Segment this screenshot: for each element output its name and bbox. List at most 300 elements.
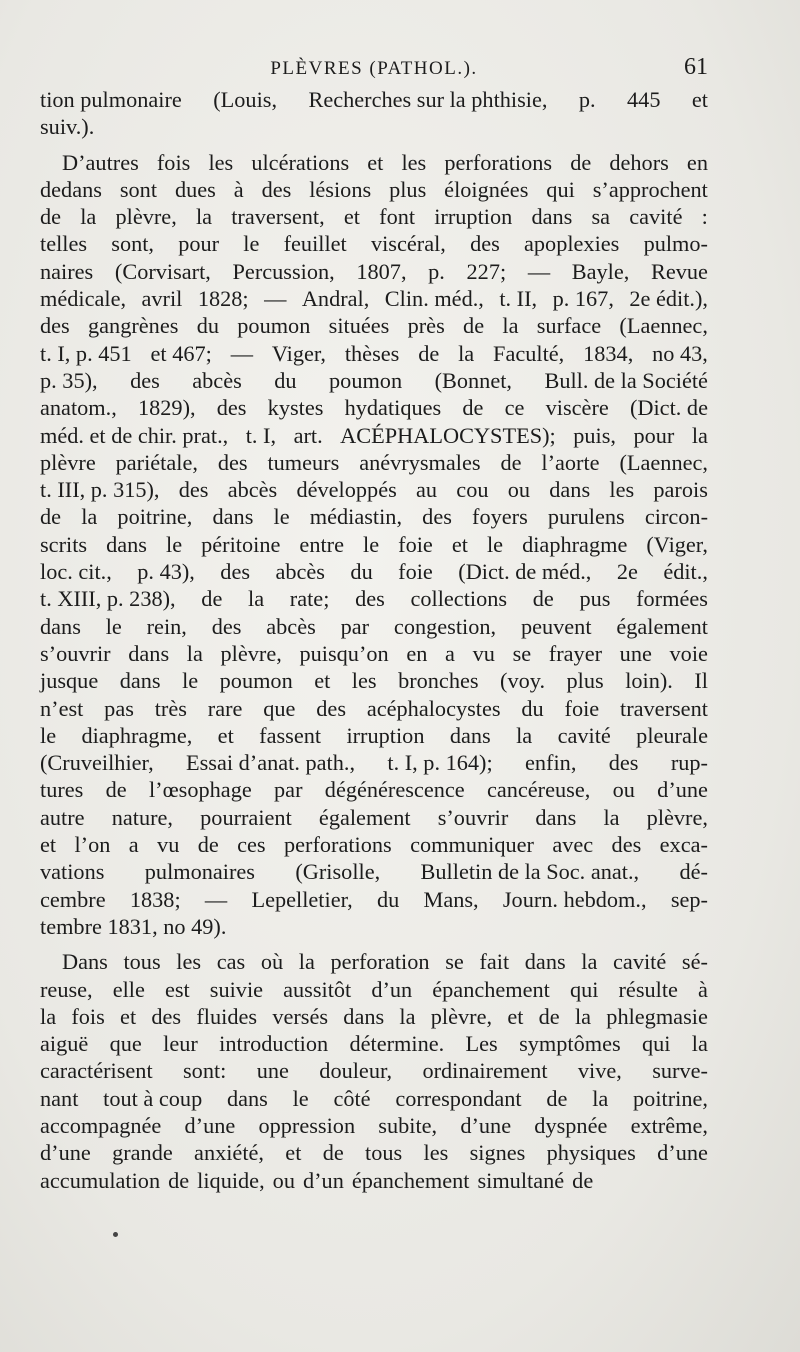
text-line xyxy=(40,394,708,421)
word: en xyxy=(686,149,708,175)
word: — xyxy=(264,286,287,312)
word: ou xyxy=(612,777,635,803)
text-line xyxy=(40,1085,708,1112)
word: (Louis, xyxy=(213,87,278,112)
word: dyspnée xyxy=(534,1112,608,1138)
word: kystes xyxy=(267,395,324,421)
word: est xyxy=(164,976,190,1002)
text-line xyxy=(40,667,708,694)
word: sé- xyxy=(681,949,708,975)
word: aussitôt xyxy=(283,976,352,1002)
word: dans xyxy=(226,1085,268,1111)
word: tion pulmonaire xyxy=(40,87,182,112)
word: tures xyxy=(40,777,84,803)
word: perforations xyxy=(444,149,553,175)
word: dues xyxy=(174,176,216,202)
word: abcès xyxy=(227,477,278,503)
word: t. I, p. 164); xyxy=(387,750,493,776)
word: dehors xyxy=(609,149,669,175)
word: dans xyxy=(524,949,566,975)
word: près xyxy=(407,313,445,339)
word: de xyxy=(418,340,440,366)
text-line xyxy=(40,86,708,113)
word: de xyxy=(322,1140,344,1166)
word: Il xyxy=(694,668,708,694)
word: Dans xyxy=(62,949,108,975)
word: la xyxy=(81,504,98,530)
word: des xyxy=(130,367,160,393)
word: de xyxy=(197,832,219,858)
word: suiv.). xyxy=(40,114,95,140)
word: elle xyxy=(112,976,145,1002)
word: : xyxy=(701,204,708,230)
word: et 467; xyxy=(150,340,212,366)
word: d’un xyxy=(371,976,413,1002)
word: hydatiques xyxy=(344,395,442,421)
word: l’on xyxy=(74,832,111,858)
word: d’une xyxy=(40,1140,91,1166)
word: correspondant xyxy=(395,1085,522,1111)
word: Andral, xyxy=(301,286,370,312)
word: de xyxy=(463,313,485,339)
word: abcès xyxy=(192,367,242,393)
word: (Dict. de méd., xyxy=(458,559,592,585)
word: et xyxy=(343,204,360,230)
word: des xyxy=(211,613,242,639)
word: cavité xyxy=(629,204,683,230)
word: (Laennec, xyxy=(619,449,708,475)
word: poumon xyxy=(237,313,311,339)
word: t. I, xyxy=(245,422,277,448)
text-line xyxy=(40,230,708,257)
word: diaphragme, xyxy=(81,722,193,748)
word: tous xyxy=(365,1140,403,1166)
paragraph xyxy=(40,948,708,1194)
word: une xyxy=(256,1058,289,1084)
text-line xyxy=(40,585,708,612)
word: le xyxy=(292,1085,309,1111)
word: le xyxy=(486,531,504,557)
word: formées xyxy=(636,586,708,612)
word: poitrine, xyxy=(633,1085,708,1111)
word: et xyxy=(217,722,234,748)
word: 1838; xyxy=(129,886,181,912)
word: perforations xyxy=(284,832,392,858)
text-line xyxy=(40,558,708,585)
word: de xyxy=(572,1167,594,1193)
word: grande xyxy=(112,1140,173,1166)
word: tembre 1831, no 49). xyxy=(40,913,227,939)
word: la xyxy=(603,804,620,830)
word: (voy. xyxy=(500,668,546,694)
word: versés xyxy=(272,1003,329,1029)
word: des xyxy=(217,449,248,475)
word: irruption xyxy=(434,204,513,230)
word: dans xyxy=(106,531,147,557)
word: 1834, xyxy=(583,340,634,366)
word: plèvre, xyxy=(646,804,708,830)
word: diaphragme xyxy=(522,531,628,557)
word: également xyxy=(616,613,708,639)
word: purulens xyxy=(547,504,625,530)
word: surve- xyxy=(652,1058,708,1084)
word: poitrine, xyxy=(117,504,193,530)
word: dans xyxy=(531,204,573,230)
word: foie xyxy=(564,695,600,721)
word: tous xyxy=(123,949,161,975)
word: t. III, p. 315), xyxy=(40,477,160,503)
word: font xyxy=(379,204,416,230)
word: collections xyxy=(410,586,508,612)
word: caractérisent xyxy=(40,1058,153,1084)
word: 227; xyxy=(466,258,507,284)
word: se xyxy=(512,640,532,666)
word: la xyxy=(502,313,519,339)
word: cancéreuse, xyxy=(486,777,591,803)
word: t. XIII, p. 238), xyxy=(40,586,176,612)
word: t. II, xyxy=(499,286,538,312)
word: oppression xyxy=(258,1112,356,1138)
word: les xyxy=(401,149,427,175)
word: vive, xyxy=(577,1058,622,1084)
word: cas xyxy=(216,949,246,975)
word: leur xyxy=(163,1031,198,1057)
word: pulmo- xyxy=(643,231,708,257)
text-line xyxy=(40,113,708,140)
word: du xyxy=(350,559,373,585)
word: épanchement xyxy=(432,976,550,1002)
ink-speck xyxy=(113,1232,118,1237)
word: naires xyxy=(40,258,94,284)
text-line xyxy=(40,149,708,176)
word: Mans, xyxy=(423,886,479,912)
word: surface xyxy=(536,313,602,339)
word: loin). xyxy=(625,668,673,694)
text-line xyxy=(40,948,708,975)
text-line xyxy=(40,503,708,530)
word: t. I, p. 451 xyxy=(40,340,132,366)
text-line xyxy=(40,640,708,667)
word: no 43, xyxy=(652,340,708,366)
word: anxiété, xyxy=(194,1140,264,1166)
word: a xyxy=(445,640,455,666)
word: foie xyxy=(398,531,433,557)
word: côté xyxy=(333,1085,371,1111)
word: anévrysmales xyxy=(359,449,481,475)
word: parois xyxy=(653,477,708,503)
word: abcès xyxy=(275,559,325,585)
word: et xyxy=(507,1003,524,1029)
word: p. 35), xyxy=(40,367,98,393)
word: perforation xyxy=(330,949,430,975)
paragraph xyxy=(40,149,708,941)
word: abcès xyxy=(266,613,316,639)
text-line xyxy=(40,340,708,367)
word: enfin, xyxy=(525,750,577,776)
word: méd. et de chir. prat., xyxy=(40,422,229,448)
word: édit., xyxy=(663,559,708,585)
word: sont, xyxy=(111,231,155,257)
word: dans xyxy=(343,1003,385,1029)
word: autre xyxy=(40,804,85,830)
word: à xyxy=(233,176,244,202)
word: et xyxy=(314,668,331,694)
word: s’approchent xyxy=(592,176,708,202)
text-line xyxy=(40,203,708,230)
word: médicale, xyxy=(40,286,127,312)
word: (Bonnet, xyxy=(434,367,512,393)
word: qui xyxy=(569,976,599,1002)
word: du xyxy=(376,886,400,912)
word: Percussion, xyxy=(232,258,335,284)
word: cou xyxy=(456,477,489,503)
word: exca- xyxy=(659,832,708,858)
word: où xyxy=(260,949,284,975)
word: dans xyxy=(119,668,161,694)
word: de xyxy=(546,1085,568,1111)
word: des xyxy=(216,395,247,421)
word: frayer xyxy=(548,640,603,666)
word: dégénérescence xyxy=(324,777,465,803)
word: et xyxy=(367,149,384,175)
text-line xyxy=(40,1139,708,1166)
text-line xyxy=(40,804,708,831)
word: Bull. de la Société xyxy=(544,367,708,393)
word: de xyxy=(570,149,592,175)
word: fassent xyxy=(259,722,322,748)
word: pas xyxy=(104,695,134,721)
word: dans xyxy=(40,613,81,639)
word: des xyxy=(355,586,385,612)
word: art. xyxy=(293,422,323,448)
word: de xyxy=(40,504,62,530)
word: rare xyxy=(207,695,243,721)
word: subite, xyxy=(378,1112,438,1138)
word: la xyxy=(298,949,315,975)
word: plus xyxy=(566,668,604,694)
text-line xyxy=(40,858,708,885)
word: la xyxy=(399,1003,416,1029)
word: 1807, xyxy=(356,258,407,284)
text-line xyxy=(40,422,708,449)
word: très xyxy=(154,695,187,721)
text-line xyxy=(40,831,708,858)
word: pour xyxy=(178,231,220,257)
word: dans xyxy=(449,722,491,748)
word: irruption xyxy=(346,722,425,748)
word: la xyxy=(592,1085,609,1111)
word: p. 167, xyxy=(552,286,614,312)
word: les xyxy=(351,668,377,694)
word: se xyxy=(445,949,464,975)
word: d’une xyxy=(657,777,708,803)
word: ulcérations xyxy=(251,149,350,175)
word: qui xyxy=(641,1031,671,1057)
paragraph-gap xyxy=(40,940,708,948)
text-line xyxy=(40,476,708,503)
word: phlegmasie xyxy=(606,1003,708,1029)
word: la xyxy=(574,1003,592,1029)
word: sep- xyxy=(670,886,708,912)
word: une xyxy=(619,640,652,666)
word: poumon xyxy=(219,668,293,694)
word: lésions xyxy=(309,176,372,202)
word: scrits xyxy=(40,531,88,557)
word: que xyxy=(263,695,296,721)
text-line xyxy=(40,749,708,776)
word: reuse, xyxy=(40,976,93,1002)
word: que xyxy=(109,1031,142,1057)
word: (Laennec, xyxy=(619,313,708,339)
word: également xyxy=(318,804,411,830)
word: bronches xyxy=(398,668,479,694)
text-line xyxy=(40,722,708,749)
text-line xyxy=(40,285,708,312)
word: pourraient xyxy=(200,804,292,830)
word: du xyxy=(196,313,219,339)
text-line xyxy=(40,1030,708,1057)
word: des xyxy=(608,750,639,776)
word: telles xyxy=(40,231,88,257)
word: foyers xyxy=(472,504,528,530)
word: le xyxy=(243,231,260,257)
word: la xyxy=(691,1031,708,1057)
word: s’ouvrir xyxy=(40,640,111,666)
word: au xyxy=(416,477,438,503)
word: 445 xyxy=(627,87,661,112)
word: plus xyxy=(389,176,427,202)
word: le xyxy=(105,613,122,639)
text-line xyxy=(40,1112,708,1139)
word: le xyxy=(166,531,183,557)
word: — xyxy=(527,258,551,284)
page-header xyxy=(40,50,708,84)
text-line xyxy=(40,531,708,558)
word: la xyxy=(80,204,97,230)
word: Clin. méd., xyxy=(384,286,484,312)
word: puisqu’on xyxy=(299,640,389,666)
word: 1828; xyxy=(197,286,249,312)
word: des xyxy=(316,695,347,721)
word: pulmonaires xyxy=(144,859,255,885)
text-line xyxy=(40,176,708,203)
text-line xyxy=(40,976,708,1003)
word: (Viger, xyxy=(646,531,708,557)
body-text xyxy=(40,86,708,1194)
word: douleur, xyxy=(319,1058,393,1084)
word: de xyxy=(105,777,127,803)
word: d’un xyxy=(302,1167,344,1193)
word: épanchement xyxy=(351,1167,470,1193)
text-line xyxy=(40,695,708,722)
word: l’aorte xyxy=(541,449,600,475)
word: en xyxy=(406,640,428,666)
word: des xyxy=(611,832,642,858)
paragraph-gap xyxy=(40,141,708,149)
word: loc. cit., xyxy=(40,559,112,585)
word: entre xyxy=(299,531,344,557)
word: p. 43), xyxy=(137,559,195,585)
word: s’ouvrir xyxy=(437,804,509,830)
word: cavité xyxy=(557,722,611,748)
word: foie xyxy=(398,559,433,585)
word: de xyxy=(538,1003,560,1029)
word: sont xyxy=(119,176,158,202)
word: peuvent xyxy=(520,613,592,639)
word: et xyxy=(285,1140,302,1166)
word: p. xyxy=(578,87,596,112)
word: anatom., xyxy=(40,395,117,421)
word: des xyxy=(261,176,292,202)
word: à xyxy=(698,976,708,1002)
word: D’autres xyxy=(62,149,139,175)
word: vu xyxy=(472,640,495,666)
word: Recherches sur la phthisie, xyxy=(308,87,548,112)
word: extrême, xyxy=(630,1112,708,1138)
word: signes xyxy=(469,1140,526,1166)
word: — xyxy=(230,340,253,366)
word: la xyxy=(691,422,708,448)
word: et xyxy=(691,87,708,112)
word: accompagnée xyxy=(40,1112,162,1138)
word: sa xyxy=(591,204,611,230)
word: dans xyxy=(549,477,591,503)
word: plèvre, xyxy=(220,640,282,666)
word: et xyxy=(451,531,468,557)
word: dans xyxy=(212,504,254,530)
word: avril xyxy=(141,286,183,312)
word: éloignées xyxy=(444,176,529,202)
text-line xyxy=(40,258,708,285)
word: le xyxy=(363,531,380,557)
word: jusque xyxy=(40,668,99,694)
word: des xyxy=(470,231,500,257)
text-line xyxy=(40,312,708,339)
paragraph xyxy=(40,86,708,141)
word: la xyxy=(458,340,475,366)
word: la xyxy=(516,722,533,748)
word: ou xyxy=(507,477,531,503)
word: suivie xyxy=(209,976,264,1002)
word: acéphalocystes xyxy=(366,695,501,721)
word: nature, xyxy=(111,804,173,830)
word: du xyxy=(521,695,544,721)
word: fluides xyxy=(196,1003,258,1029)
word: traversent, xyxy=(231,204,325,230)
word: gangrènes xyxy=(88,313,179,339)
word: cavité xyxy=(613,949,667,975)
word: tout à coup xyxy=(103,1085,203,1111)
word: situées xyxy=(328,313,390,339)
word: des xyxy=(40,313,70,339)
word: de xyxy=(532,586,554,612)
word: vu xyxy=(157,832,180,858)
word: la xyxy=(186,640,203,666)
word: 2e xyxy=(616,559,638,585)
word: par xyxy=(274,777,303,803)
word: ce xyxy=(504,395,525,421)
word: pariétale, xyxy=(115,449,198,475)
word: dans xyxy=(128,640,170,666)
word: plèvre, xyxy=(430,1003,493,1029)
word: (Corvisart, xyxy=(114,258,211,284)
word: les xyxy=(208,149,234,175)
word: accumulation xyxy=(40,1167,161,1193)
word: détermine. xyxy=(349,1031,445,1057)
running-title: PLÈVRES (PATHOL.). xyxy=(270,58,478,79)
word: la xyxy=(195,204,213,230)
word: traversent xyxy=(620,695,708,721)
